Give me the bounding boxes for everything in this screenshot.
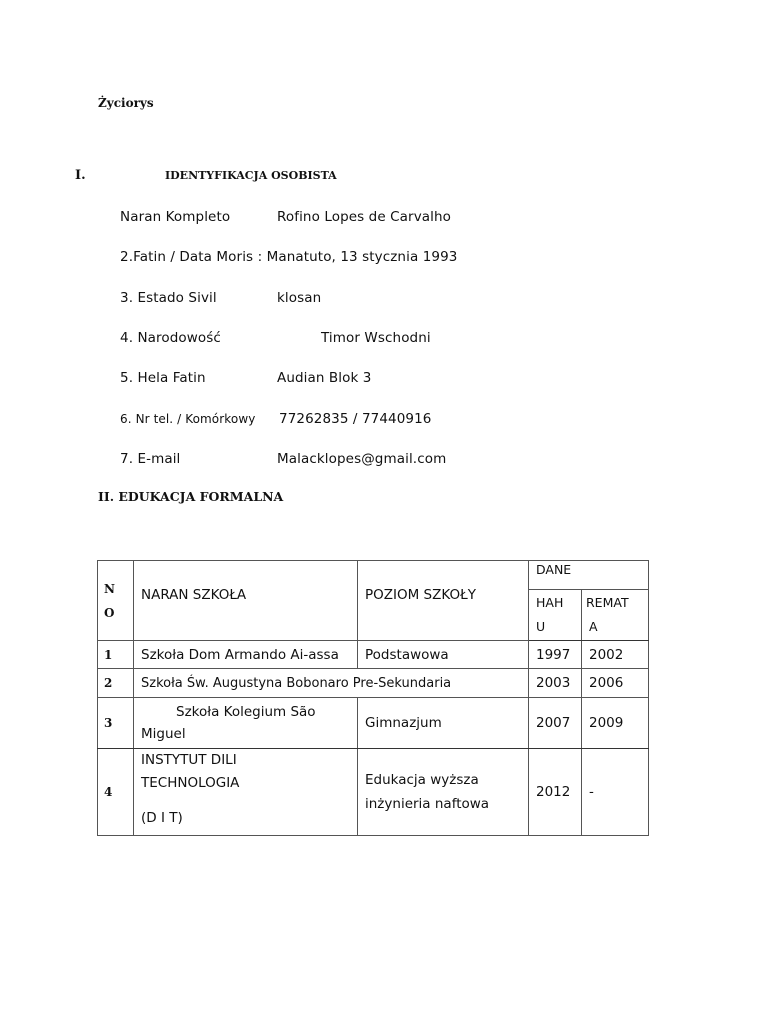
- address-label: 5. Hela Fatin: [120, 370, 206, 386]
- header-no: [98, 561, 134, 641]
- row-4-start: 2012: [529, 749, 582, 836]
- header-end-year: [582, 590, 649, 641]
- row-3-end: 2009: [582, 698, 649, 749]
- row-1-no: 1: [98, 641, 134, 669]
- header-no-line1: N: [104, 581, 115, 596]
- section-1-title: IDENTYFIKACJA OSOBISTA: [165, 169, 337, 182]
- header-school-level-text: POZIOM SZKOŁY: [365, 586, 476, 603]
- row-4-school: [134, 749, 358, 836]
- header-end-line1: REMAT: [586, 595, 629, 610]
- address-value: Audian Blok 3: [277, 370, 372, 386]
- header-start-year: [529, 590, 582, 641]
- full-name-label: Naran Kompleto: [120, 209, 231, 225]
- row-3-school: [134, 698, 358, 749]
- row-4-level-line2: inżynieria naftowa: [365, 796, 490, 812]
- email-label: 7. E-mail: [120, 451, 181, 467]
- header-start-line1: HAH: [536, 595, 564, 610]
- header-school-name: [134, 561, 358, 641]
- row-1-school: Szkoła Dom Armando Ai-assa: [134, 641, 358, 669]
- row-4-end: -: [582, 749, 649, 836]
- table-row: [98, 698, 649, 749]
- table-row: [98, 749, 649, 836]
- row-2-no: 2: [98, 669, 134, 698]
- row-3-start: 2007: [529, 698, 582, 749]
- row-4-no: 4: [98, 749, 134, 836]
- full-name-value: Rofino Lopes de Carvalho: [277, 209, 452, 225]
- row-2-school: Szkoła Św. Augustyna Bobonaro Pre-Sekundaria: [134, 669, 529, 698]
- row-3-school-line2: Miguel: [141, 726, 186, 742]
- row-2-start: 2003: [529, 669, 582, 698]
- row-4-level-line1: Edukacja wyższa: [365, 772, 479, 788]
- row-3-no: 3: [98, 698, 134, 749]
- header-start-line2: U: [536, 619, 546, 634]
- row-4-school-line3: (D I T): [141, 810, 183, 826]
- nationality-label: 4. Narodowość: [120, 330, 221, 346]
- section-1-number: I.: [75, 168, 86, 183]
- header-no-line2: O: [104, 605, 115, 620]
- header-school-name-text: NARAN SZKOŁA: [141, 586, 247, 603]
- education-table: [97, 560, 649, 836]
- email-value: Malacklopes@gmail.com: [277, 451, 447, 467]
- civil-status-label: 3. Estado Sivil: [120, 290, 217, 306]
- header-end-line2: A: [589, 619, 598, 634]
- phone-label: 6. Nr tel. / Komórkowy: [120, 412, 256, 426]
- row-3-level: Gimnazjum: [358, 698, 529, 749]
- civil-status-value: klosan: [277, 290, 322, 306]
- header-school-level: [358, 561, 529, 641]
- birth-place-date: 2.Fatin / Data Moris : Manatuto, 13 stycznia 1993: [120, 249, 458, 265]
- table-header-row: [98, 561, 649, 590]
- row-3-school-line1: Szkoła Kolegium São: [176, 704, 316, 720]
- row-4-school-line1: INSTYTUT DILI: [141, 752, 237, 768]
- row-1-end: 2002: [582, 641, 649, 669]
- row-4-school-line2: TECHNOLOGIA: [141, 775, 240, 791]
- table-row: [98, 641, 649, 669]
- table-row: [98, 669, 649, 698]
- row-2-end: 2006: [582, 669, 649, 698]
- document-title: Życiorys: [98, 96, 154, 110]
- nationality-value: Timor Wschodni: [321, 330, 431, 346]
- row-1-start: 1997: [529, 641, 582, 669]
- row-1-level: Podstawowa: [358, 641, 529, 669]
- section-2-title: II. EDUKACJA FORMALNA: [98, 489, 284, 504]
- phone-value: 77262835 / 77440916: [279, 411, 432, 427]
- row-4-level: [358, 749, 529, 836]
- header-dane: DANE: [529, 561, 649, 590]
